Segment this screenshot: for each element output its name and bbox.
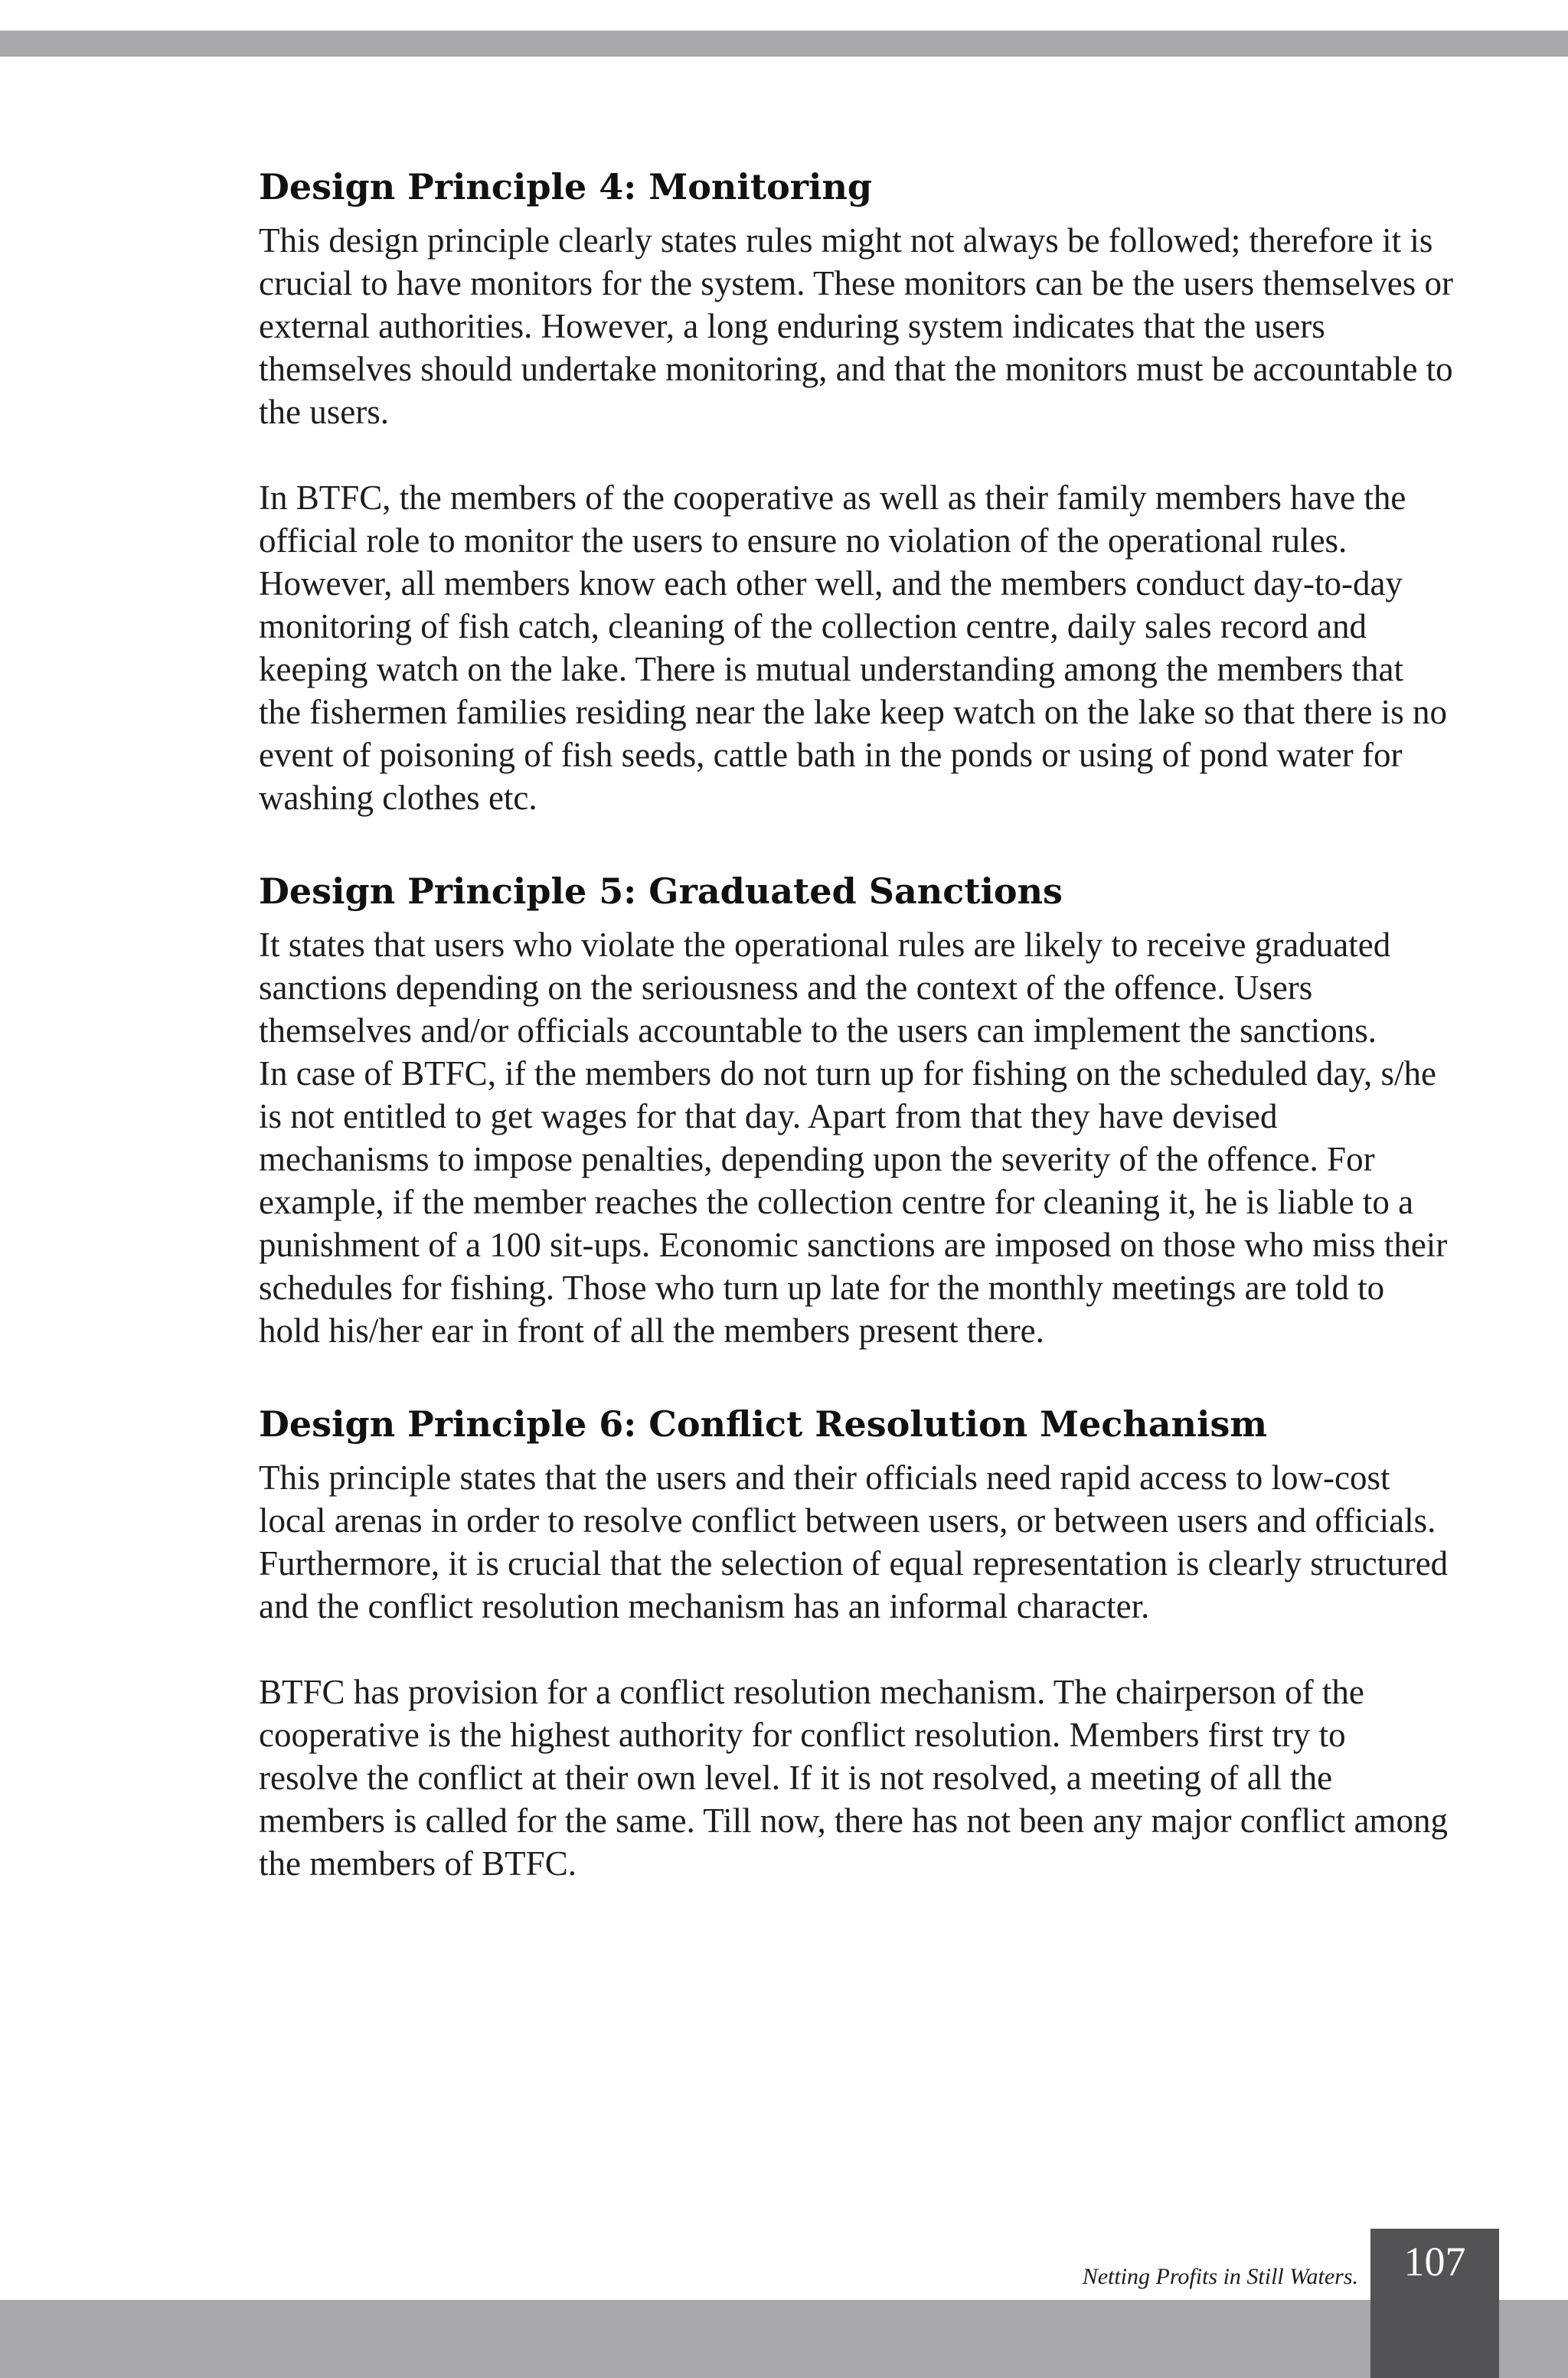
section-heading-conflict-resolution: Design Principle 6: Conflict Resolution Mechanism xyxy=(259,1403,1268,1445)
section-spacer xyxy=(259,1352,1453,1401)
footer-book-title: Netting Profits in Still Waters. xyxy=(1082,2264,1358,2289)
paragraph-monitoring-definition: This design principle clearly states rules might not always be followed; therefore it is crucial to have monitors for the system. These monitors can be the users themselves or external authorities. However, a long enduring system indicates that the users themselves should undertake monitoring, and that the monitors must be accountable to the users. xyxy=(259,221,1454,431)
section-spacer xyxy=(259,819,1453,868)
paragraph-sanctions-definition: It states that users who violate the operational rules are likely to receive graduated sanctions depending on the seriousness and the context of the offence. Users themselves and/or officials accountable to the users can implement the sanctions. xyxy=(259,926,1391,1050)
section-heading-monitoring: Design Principle 4: Monitoring xyxy=(259,166,873,207)
page-number: 107 xyxy=(1403,2239,1466,2285)
section-heading-graduated-sanctions: Design Principle 5: Graduated Sanctions xyxy=(259,871,1063,912)
bottom-decorative-bar xyxy=(0,2300,1568,2378)
paragraph-monitoring-btfc: In BTFC, the members of the cooperative as well as their family members have the official role to monitor the users to ensure no violation of the operational rules. However, all members know each other well, and the members conduct day-to-day monitoring of fish catch, cleaning of the collection centre, daily sales record and keeping watch on the lake. There is mutual understanding among the members that the fishermen families residing near the lake keep watch on the lake so that there is no event of poisoning of fish seeds, cattle bath in the ponds or using of pond water for washing clothes etc. xyxy=(259,479,1447,817)
paragraph-conflict-definition: This principle states that the users and their officials need rapid access to low-cost local arenas in order to resolve conflict between users, or between users and officials. Furthermore, it is crucial that the selection of equal representation is clearly structured and the conflict resolution mechanism has an informal character. xyxy=(259,1458,1449,1625)
paragraph-spacer xyxy=(259,1628,1453,1671)
paragraph-sanctions-btfc: In case of BTFC, if the members do not turn up for fishing on the scheduled day, s/he is not entitled to get wages for that day. Apart from that they have devised mechanisms to impose penalties, depending upon the severity of the offence. For example, if the member reaches the collection centre for cleaning it, he is liable to a punishment of a 100 sit-ups. Economic sanctions are imposed on those who miss their schedules for fishing. Those who turn up late for the monthly meetings are told to hold his/her ear in front of all the members present there. xyxy=(259,1054,1448,1350)
paragraph-conflict-btfc: BTFC has provision for a conflict resolution mechanism. The chairperson of the cooperative is the highest authority for conflict resolution. Members first try to resolve the conflict at their own level. If it is not resolved, a meeting of all the members is called for the same. Till now, there has not been any major conflict among the members of BTFC. xyxy=(259,1673,1448,1883)
paragraph-spacer xyxy=(259,433,1453,476)
page-number-box xyxy=(1370,2229,1499,2378)
page-content xyxy=(259,164,1453,1885)
top-decorative-bar xyxy=(0,31,1568,57)
